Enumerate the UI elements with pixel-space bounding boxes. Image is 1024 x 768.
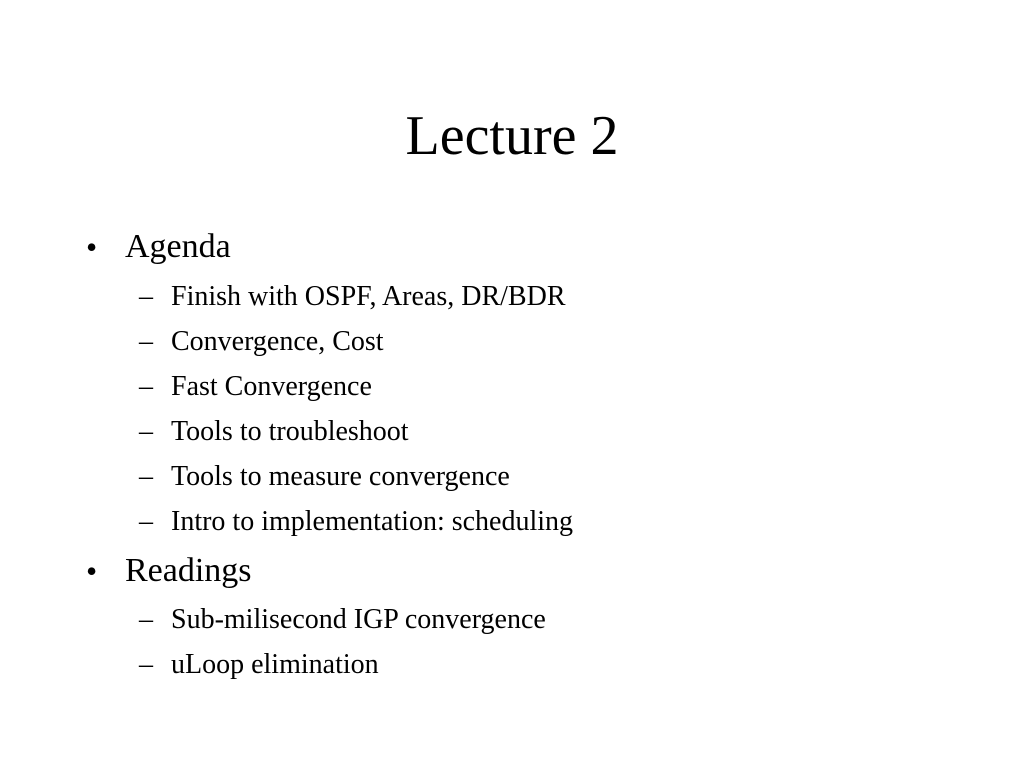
- sub-item-text: Tools to troubleshoot: [171, 416, 409, 447]
- dash-marker: –: [139, 326, 153, 357]
- dash-marker: –: [139, 649, 153, 680]
- dash-marker: –: [139, 461, 153, 492]
- dash-marker: –: [139, 506, 153, 537]
- dash-marker: –: [139, 371, 153, 402]
- sub-item-text: Convergence, Cost: [171, 326, 384, 357]
- dash-marker: –: [139, 281, 153, 312]
- sub-item-text: Tools to measure convergence: [171, 461, 510, 492]
- bullet-label-readings: Readings: [125, 552, 252, 589]
- bullet-label-agenda: Agenda: [125, 228, 231, 265]
- dash-marker: –: [139, 416, 153, 447]
- sub-item-text: Fast Convergence: [171, 371, 372, 402]
- bullet-marker: •: [86, 553, 98, 589]
- sub-item-text: Sub-milisecond IGP convergence: [171, 604, 546, 635]
- dash-marker: –: [139, 604, 153, 635]
- sub-item-text: Intro to implementation: scheduling: [171, 506, 574, 537]
- sub-item-text: Finish with OSPF, Areas, DR/BDR: [171, 281, 566, 312]
- slide-title: Lecture 2: [405, 105, 619, 167]
- sub-item-text: uLoop elimination: [171, 649, 379, 680]
- bullet-marker: •: [86, 229, 98, 265]
